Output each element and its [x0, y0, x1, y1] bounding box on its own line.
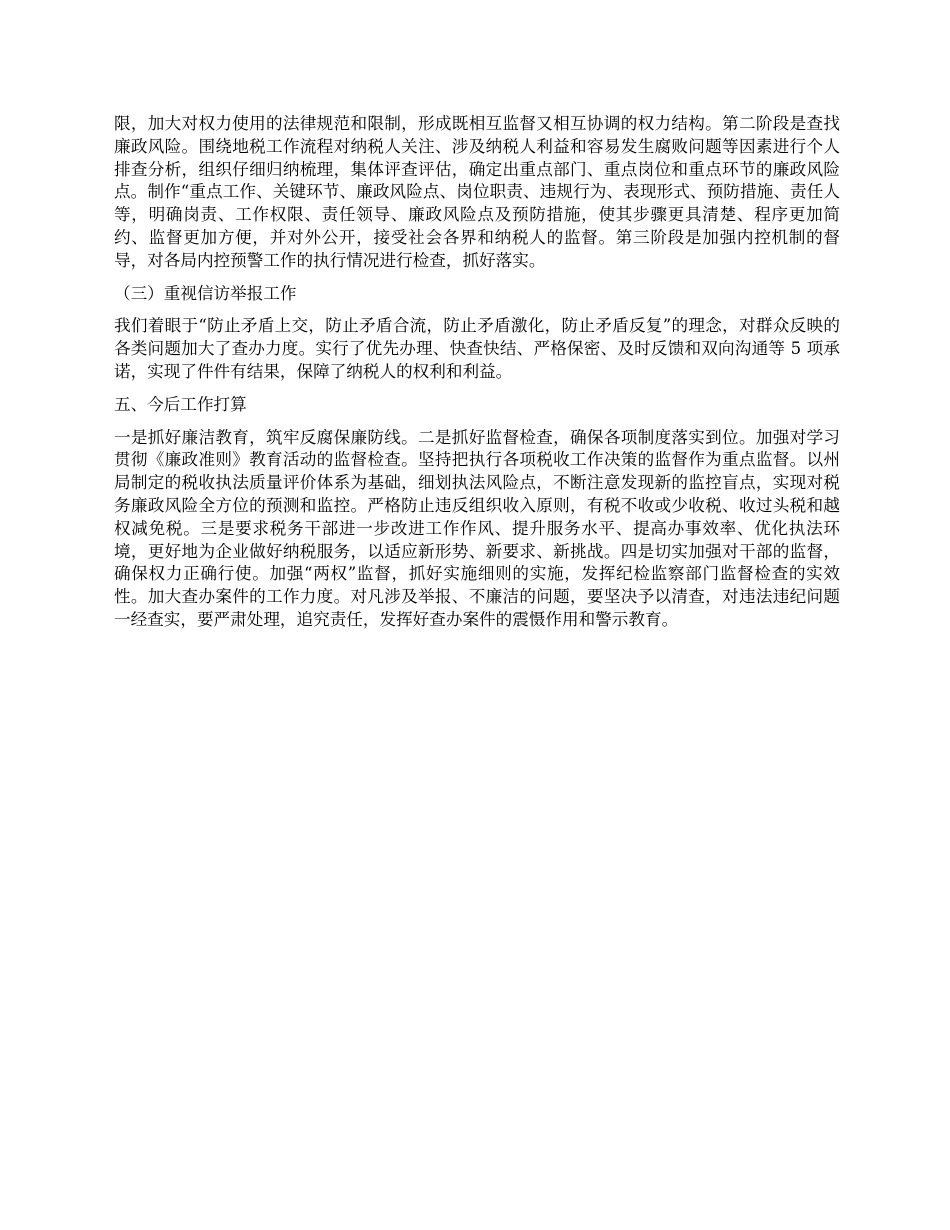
document-page [114, 113, 840, 642]
body-paragraph-future-plans: 一是抓好廉洁教育，筑牢反腐保廉防线。二是抓好监督检查，确保各项制度落实到位。加强对学习贯彻《廉政准则》教育活动的监督检查。坚持把执行各项税收工作决策的监督作为重点监督。以州局制定的税收执法质量评价体系为基础，细划执法风险点，不断注意发现新的监控盲点，实现对税务廉政风险全方位的预测和监控。严格防止违反组织收入原则，有税不收或少收税、收过头税和越权减免税。三是要求税务干部进一步改进工作作风、提升服务水平、提高办事效率、优化执法环境，更好地为企业做好纳税服务，以适应新形势、新要求、新挑战。四是切实加强对干部的监督，确保权力正确行使。加强“两权”监督，抓好实施细则的实施，发挥纪检监察部门监督检查的实效性。加大查办案件的工作力度。对凡涉及举报、不廉洁的问题，要坚决予以清查，对违法违纪问题一经查实，要严肃处理，追究责任，发挥好查办案件的震慑作用和警示教育。 [114, 427, 840, 629]
section-heading-future-plans: 五、今后工作打算 [114, 394, 247, 414]
body-paragraph-petitions: 我们着眼于“防止矛盾上交，防止矛盾合流，防止矛盾激化，防止矛盾反复”的理念，对群众反映的各类问题加大了查办力度。实行了优先办理、快查快结、严格保密、及时反馈和双向沟通等 5 项承诺，实现了件件有结果，保障了纳税人的权利和利益。 [114, 316, 840, 381]
section-heading-petition-reporting: （三）重视信访举报工作 [114, 283, 297, 303]
body-paragraph-risk-stages: 限，加大对权力使用的法律规范和限制，形成既相互监督又相互协调的权力结构。第二阶段是查找廉政风险。围绕地税工作流程对纳税人关注、涉及纳税人利益和容易发生腐败问题等因素进行个人排查分析，组织仔细归纳梳理，集体评查评估，确定出重点部门、重点岗位和重点环节的廉政风险点。制作“重点工作、关键环节、廉政风险点、岗位职责、违规行为、表现形式、预防措施、责任人等，明确岗责、工作权限、责任领导、廉政风险点及预防措施，使其步骤更具清楚、程序更加简约、监督更加方便，并对外公开，接受社会各界和纳税人的监督。第三阶段是加强内控机制的督导，对各局内控预警工作的执行情况进行检查，抓好落实。 [114, 114, 840, 270]
